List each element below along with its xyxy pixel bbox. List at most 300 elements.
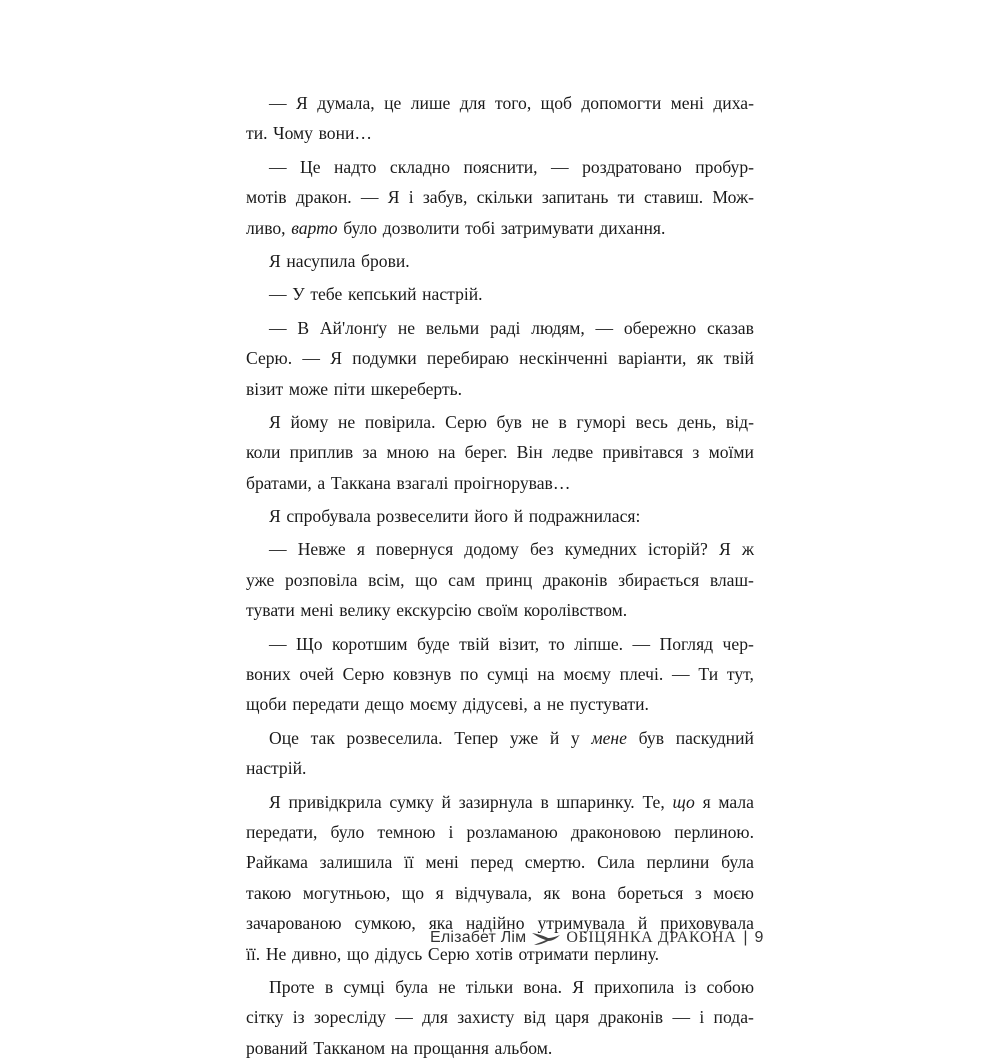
word: драконів — [542, 569, 608, 590]
word: перлини — [646, 852, 710, 873]
word: в — [540, 791, 549, 812]
word: ледве — [551, 442, 594, 463]
word: бореться — [617, 882, 684, 903]
word: кепський — [347, 284, 417, 305]
paragraph — [246, 972, 754, 1063]
word: я — [356, 539, 365, 560]
word: Він — [516, 442, 543, 463]
word: сумку — [389, 791, 434, 812]
word: приховувала — [660, 913, 754, 934]
word: може — [288, 378, 329, 399]
word: розламаною — [466, 821, 558, 842]
swallow-icon — [530, 929, 562, 947]
word: мені — [425, 852, 459, 873]
body-text — [246, 88, 754, 1063]
word: Те, — [642, 791, 665, 812]
word: не — [531, 411, 549, 432]
word: подражнилася: — [528, 506, 641, 527]
word: нескінченні — [519, 348, 608, 369]
word: Таккана — [330, 472, 391, 493]
word: ливо, — [246, 217, 286, 238]
word: в — [324, 976, 334, 997]
paragraph — [246, 723, 754, 784]
word: надто — [334, 156, 377, 177]
text-line — [246, 374, 754, 404]
word: взагалі — [396, 472, 449, 493]
word: Я — [718, 539, 731, 560]
text-line — [246, 246, 754, 276]
word: Чому — [273, 123, 313, 144]
text-line — [246, 629, 754, 659]
word: царя — [555, 1007, 590, 1028]
paragraph — [246, 501, 754, 531]
word: — — [551, 156, 569, 177]
word: уже — [246, 569, 275, 590]
word: ти — [617, 187, 635, 208]
word: не — [397, 317, 416, 338]
word: надійно — [465, 913, 525, 934]
word: дракон. — [295, 187, 352, 208]
word: скільки — [476, 187, 533, 208]
word: Серю — [342, 664, 385, 685]
word: подумки — [352, 348, 417, 369]
word: сумці — [487, 664, 529, 685]
text-line — [246, 182, 754, 212]
word: так — [310, 727, 335, 748]
word: Сила — [597, 852, 635, 873]
word: сказав — [706, 317, 754, 338]
word: по — [460, 664, 479, 685]
word: Серю — [427, 943, 470, 964]
word: екскурсію — [396, 600, 472, 621]
word: затримувати — [500, 217, 594, 238]
word: драконовою — [570, 821, 662, 842]
word: яка — [428, 913, 453, 934]
word: — — [269, 317, 287, 338]
word: проігнорував… — [453, 472, 571, 493]
word: паскудний — [675, 727, 754, 748]
word: сумці — [343, 976, 385, 997]
word: отримати — [518, 943, 589, 964]
word: була — [395, 976, 429, 997]
paragraph — [246, 246, 754, 276]
word: варіанти, — [618, 348, 687, 369]
word: Я — [269, 250, 281, 271]
word: тобі — [465, 217, 496, 238]
word: Мож- — [712, 187, 754, 208]
word: мною — [386, 442, 429, 463]
paragraph — [246, 279, 754, 309]
word: уже — [509, 727, 539, 748]
word: людям, — [531, 317, 585, 338]
word: без — [529, 539, 554, 560]
word: воних — [246, 664, 291, 685]
paragraph — [246, 152, 754, 243]
word: від — [523, 1007, 546, 1028]
word: утримувала — [537, 913, 625, 934]
word: того, — [494, 93, 532, 113]
word: — — [269, 633, 287, 654]
word: що — [415, 569, 438, 590]
word: мені — [300, 600, 334, 621]
word: ж — [741, 539, 754, 560]
word: йому — [290, 411, 329, 432]
text-line — [246, 118, 754, 148]
word: на — [438, 442, 456, 463]
word: зоресліду — [313, 1007, 386, 1028]
word: її — [404, 852, 414, 873]
text-line — [246, 468, 754, 498]
word: був — [496, 411, 522, 432]
word: запитань — [541, 187, 609, 208]
word: Райкама — [246, 852, 308, 873]
word: дивно, — [291, 943, 342, 964]
word: брови. — [361, 250, 410, 271]
word: мені — [670, 93, 704, 113]
word: пробур- — [695, 156, 754, 177]
word: насупила — [286, 250, 356, 271]
paragraph — [246, 534, 754, 625]
word: розповіла — [284, 569, 358, 590]
word: велику — [339, 600, 391, 621]
word: — — [672, 664, 690, 685]
word: допомогти — [581, 93, 662, 113]
word: Не — [265, 943, 287, 964]
word: берег. — [464, 442, 508, 463]
word: дідусь — [374, 943, 423, 964]
word: збирається — [618, 569, 700, 590]
word: такою — [246, 882, 292, 903]
word: — — [595, 317, 614, 338]
word: лише — [410, 93, 451, 113]
word: шпаринку. — [556, 791, 635, 812]
word: диха- — [713, 93, 754, 113]
word: Я — [269, 506, 281, 527]
text-line — [246, 595, 754, 625]
word: дозволити — [382, 217, 460, 238]
word: Такканом — [313, 1037, 386, 1058]
word: залишила — [319, 852, 393, 873]
word: історій? — [648, 539, 708, 560]
word: тільки — [465, 976, 514, 997]
paragraph — [246, 629, 754, 720]
word: прихопила — [594, 976, 675, 997]
word: шкереберть. — [370, 378, 463, 399]
word: був — [638, 727, 665, 748]
text-line — [246, 787, 754, 817]
word: перлиною. — [674, 821, 754, 842]
word: дещо — [364, 694, 405, 715]
word: з — [694, 882, 702, 903]
word: Я — [387, 187, 400, 208]
word: королівством. — [523, 600, 628, 621]
word: для — [459, 93, 486, 113]
text-line — [246, 1002, 754, 1032]
word: Ти — [698, 664, 719, 685]
word: і — [408, 187, 414, 208]
word: захисту — [457, 1007, 515, 1028]
word: думала, — [317, 93, 375, 113]
word: могутньою, — [302, 882, 391, 903]
word: — — [360, 187, 379, 208]
word: як — [696, 348, 714, 369]
word: перебираю — [426, 348, 509, 369]
word: й — [441, 791, 451, 812]
word: братами, — [246, 472, 312, 493]
word: альбом. — [494, 1037, 553, 1058]
word: додому — [464, 539, 519, 560]
word: сумкою, — [354, 913, 416, 934]
text-line — [246, 152, 754, 182]
word: тебе — [310, 284, 343, 305]
word: щоби — [246, 694, 287, 715]
word: Я — [269, 411, 281, 432]
word: раді — [489, 317, 521, 338]
word: сітку — [246, 1007, 284, 1028]
word: Серю. — [246, 348, 293, 369]
word: ковзнув — [393, 664, 452, 685]
word: й — [513, 506, 524, 527]
word: я — [702, 791, 711, 812]
word: весь — [635, 411, 668, 432]
word: вельми — [425, 317, 480, 338]
word: твій — [723, 348, 754, 369]
word: розвеселила. — [346, 727, 443, 748]
footer-author: Елізабет Лім — [430, 929, 527, 946]
text-line — [246, 753, 754, 783]
word: своїм — [477, 600, 519, 621]
word: — — [269, 284, 287, 305]
word: тут, — [726, 664, 754, 685]
word: передати — [292, 694, 360, 715]
word: чер- — [722, 633, 754, 654]
word: буде — [416, 633, 450, 654]
word: обережно — [623, 317, 697, 338]
word: — — [269, 156, 287, 177]
word: В — [297, 317, 310, 338]
text-line — [246, 847, 754, 877]
word: очей — [299, 664, 334, 685]
word: не — [337, 411, 356, 432]
text-line — [246, 407, 754, 437]
word: мотів — [246, 187, 287, 208]
word: смертю. — [524, 852, 586, 873]
page-number: 9 — [754, 929, 764, 946]
footer-book-title: ОБІЦЯНКА ДРАКОНА — [566, 929, 737, 946]
word: відчувала, — [455, 882, 533, 903]
word: візит — [246, 378, 284, 399]
text-line — [246, 213, 754, 243]
word: Проте — [269, 976, 315, 997]
word: Тепер — [454, 727, 499, 748]
word: передати, — [246, 821, 318, 842]
running-footer — [430, 929, 763, 947]
word: що — [346, 943, 370, 964]
word: ти. — [246, 123, 268, 144]
text-line — [246, 279, 754, 309]
word: принц — [485, 569, 533, 590]
word: для — [422, 1007, 448, 1028]
word: темною — [377, 821, 436, 842]
word: плечі. — [619, 664, 664, 685]
text-line — [246, 437, 754, 467]
word: то — [548, 633, 565, 654]
word: повернуся — [376, 539, 454, 560]
word: вона — [571, 882, 606, 903]
word: настрій. — [246, 758, 307, 779]
word: в — [558, 411, 567, 432]
word: — — [302, 348, 320, 369]
word: тувати — [246, 600, 295, 621]
word: й — [549, 727, 560, 748]
word: зачарованою — [246, 913, 342, 934]
word: складно — [389, 156, 451, 177]
word: й — [637, 913, 648, 934]
word: перед — [470, 852, 514, 873]
word: візит, — [498, 633, 540, 654]
text-line — [246, 689, 754, 719]
word: була — [721, 852, 754, 873]
word: Я — [330, 348, 343, 369]
word: було — [330, 821, 365, 842]
word: собою — [706, 976, 754, 997]
word: як — [543, 882, 561, 903]
word: твій — [459, 633, 490, 654]
word: моєму — [409, 694, 458, 715]
word: що — [672, 791, 695, 812]
word: — — [269, 539, 287, 560]
word: дідусеві, — [462, 694, 528, 715]
word: роздратовано — [582, 156, 682, 177]
word: коли — [246, 442, 281, 463]
word: було — [343, 217, 378, 238]
word: забув, — [422, 187, 468, 208]
footer-separator: | — [743, 929, 748, 946]
paragraph — [246, 407, 754, 498]
word: на — [390, 1037, 408, 1058]
text-line — [246, 534, 754, 564]
word: щоб — [540, 93, 572, 113]
word: — — [269, 93, 287, 113]
word: привідкрила — [288, 791, 382, 812]
word: що — [401, 882, 425, 903]
text-line — [246, 501, 754, 531]
word: ставиш. — [643, 187, 704, 208]
word: Погляд — [659, 633, 714, 654]
word: Невже — [297, 539, 346, 560]
word: моєю — [713, 882, 754, 903]
word: з — [692, 442, 700, 463]
word: на — [537, 664, 555, 685]
text-line — [246, 313, 754, 343]
word: мене — [591, 727, 627, 748]
word: я — [435, 882, 444, 903]
word: Я — [269, 791, 281, 812]
word: Оце — [269, 727, 299, 748]
word: — — [672, 1007, 691, 1028]
word: спробувала — [286, 506, 371, 527]
text-line — [246, 88, 754, 118]
word: рований — [246, 1037, 308, 1058]
word: і — [699, 1007, 705, 1028]
word: драконів — [598, 1007, 664, 1028]
word: із — [684, 976, 697, 997]
text-line — [246, 659, 754, 689]
word: а — [317, 472, 326, 493]
word: пояснити, — [463, 156, 538, 177]
word: коротшим — [331, 633, 408, 654]
word: це — [384, 93, 402, 113]
word: із — [292, 1007, 305, 1028]
word: — — [395, 1007, 413, 1028]
word: розвеселити — [376, 506, 469, 527]
word: піти — [333, 378, 366, 399]
word: всім, — [368, 569, 405, 590]
paragraph — [246, 313, 754, 404]
word: вона. — [523, 976, 562, 997]
word: Я — [572, 976, 584, 997]
paragraph — [246, 88, 754, 149]
word: від- — [725, 411, 754, 432]
word: Я — [296, 93, 308, 113]
word: привітався — [602, 442, 684, 463]
word: пустувати. — [569, 694, 649, 715]
word: моєму — [563, 664, 611, 685]
word: моїми — [708, 442, 754, 463]
word: Серю — [445, 411, 487, 432]
word: кумедних — [564, 539, 637, 560]
word: Це — [300, 156, 321, 177]
word: у — [570, 727, 580, 748]
word: пода- — [713, 1007, 754, 1028]
word: а — [533, 694, 542, 715]
word: влаш- — [709, 569, 754, 590]
word: сам — [448, 569, 476, 590]
text-line — [246, 565, 754, 595]
word: повірила. — [364, 411, 436, 432]
word: її. — [246, 943, 261, 964]
word: його — [474, 506, 509, 527]
text-line — [246, 817, 754, 847]
word: Ай'лонґу — [319, 317, 388, 338]
text-line — [246, 723, 754, 753]
word: не — [546, 694, 565, 715]
text-line — [246, 343, 754, 373]
word: настрій. — [422, 284, 483, 305]
word: прощання — [413, 1037, 489, 1058]
word: день, — [677, 411, 717, 432]
word: перлину. — [594, 943, 660, 964]
word: не — [438, 976, 456, 997]
word: дихання. — [599, 217, 666, 238]
text-line — [246, 1033, 754, 1063]
word: і — [448, 821, 454, 842]
text-line — [246, 878, 754, 908]
word: ліпше. — [574, 633, 624, 654]
text-line — [246, 972, 754, 1002]
word: — — [632, 633, 651, 654]
word: варто — [291, 217, 338, 238]
word: мала — [718, 791, 754, 812]
word: У — [292, 284, 305, 305]
word: за — [362, 442, 378, 463]
word: гуморі — [576, 411, 626, 432]
word: вони… — [318, 123, 373, 144]
word: хотів — [475, 943, 513, 964]
word: Що — [296, 633, 323, 654]
word: приплив — [289, 442, 354, 463]
word: зазирнула — [458, 791, 533, 812]
